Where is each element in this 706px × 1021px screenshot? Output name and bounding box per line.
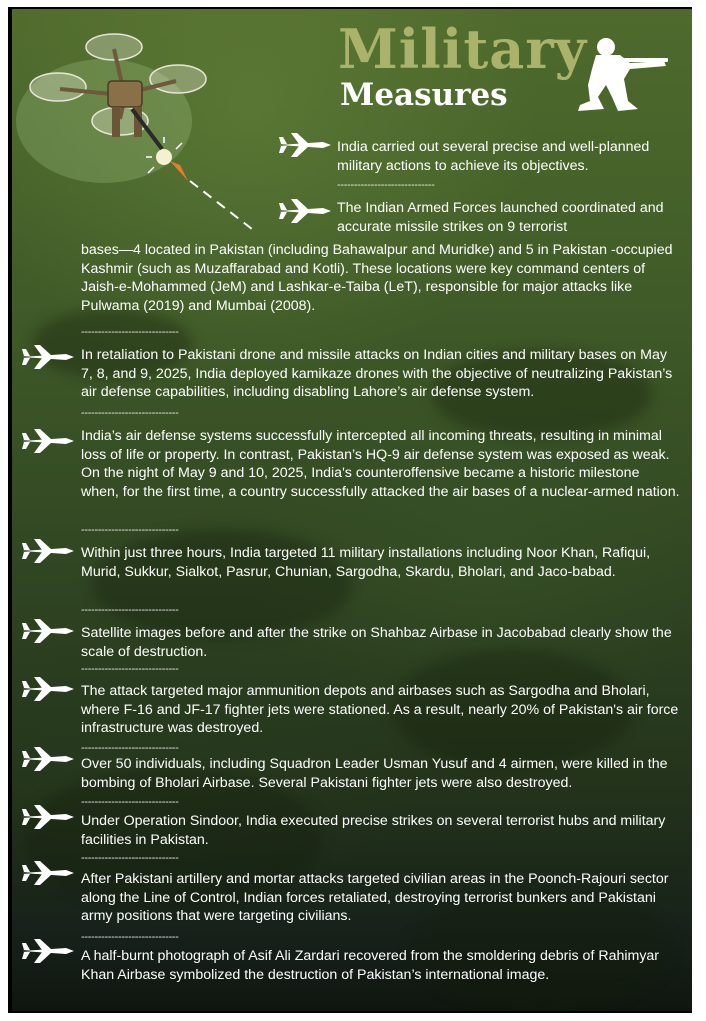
separator: ----------------------------- bbox=[81, 604, 179, 616]
separator: ----------------------------- bbox=[337, 179, 435, 191]
jet-icon bbox=[20, 859, 76, 887]
separator: ----------------------------- bbox=[81, 852, 179, 864]
drone-illustration bbox=[12, 9, 272, 239]
jet-icon bbox=[20, 617, 76, 645]
item-4-text: India’s air defense systems successfully intercepted all incoming threats, resulting in minimal loss of life or property. In contrast, Pakistan’s HQ-9 air defense system was exposed as weak. On the night of May 9 and 10, 2025, India's counteroffensive became a historic milestone when, for the first time, a country successfully attacked the air bases of a nuclear-armed nation. bbox=[81, 428, 680, 500]
item-9-text: Under Operation Sindoor, India executed precise strikes on several terrorist hubs and military facilities in Pakistan. bbox=[81, 813, 666, 848]
jet-icon bbox=[277, 197, 333, 225]
item-1-text: India carried out several precise and well-planned military actions to achieve its objectives. bbox=[337, 139, 650, 174]
jet-icon bbox=[20, 937, 76, 965]
item-2-text: The Indian Armed Forces launched coordinated and accurate missile strikes on 9 terrorist bbox=[337, 200, 664, 235]
soldier-icon bbox=[568, 35, 670, 115]
item-11-text: A half-burnt photograph of Asif Ali Zardari recovered from the smoldering debris of Rahimyar Khan Airbase symbolized the destruction of Pakistan’s international image. bbox=[81, 948, 660, 983]
separator: ----------------------------- bbox=[81, 663, 179, 675]
separator: ----------------------------- bbox=[81, 796, 179, 808]
jet-icon bbox=[20, 675, 76, 703]
item-10-text: After Pakistani artillery and mortar attacks targeted civilian areas in the Poonch-Rajouri sector along the Line of Control, Indian forces retaliated, destroying terrorist bunkers and Pakistani army positions that were targeting civilians. bbox=[81, 871, 669, 925]
poster bbox=[12, 9, 692, 1011]
separator: ----------------------------- bbox=[81, 931, 179, 943]
item-6-text: Satellite images before and after the strike on Shahbaz Airbase in Jacobabad clearly show the scale of destruction. bbox=[81, 625, 672, 660]
separator: ----------------------------- bbox=[81, 524, 179, 536]
item-3-text: In retaliation to Pakistani drone and missile attacks on Indian cities and military bases on May 7, 8, and 9, 2025, India deployed kamikaze drones with the objective of neutralizing Pakistan’s air defense capabilities, including disabling Lahore’s air defense system. bbox=[81, 347, 673, 401]
jet-icon bbox=[20, 427, 76, 455]
page-subtitle: Measures bbox=[340, 77, 508, 113]
item-5-text: Within just three hours, India targeted 11 military installations including Noor Khan, Rafiqui, Murid, Sukkur, Sialkot, Pasrur, Chunian, Sargodha, Skardu, Bholari, and Jaco-babad. bbox=[81, 545, 651, 580]
jet-icon bbox=[20, 343, 76, 371]
item-2-continued-text: bases—4 located in Pakistan (including Bahawalpur and Muridke) and 5 in Pakistan -occupied Kashmir (such as Muzaffarabad and Kotli). These locations were key command centers of Jaish-e-Mohammed (JeM) and Lashkar-e-Taiba (LeT), responsible for major attacks like Pulwama (2019) and Mumbai (2008). bbox=[81, 242, 673, 314]
jet-icon bbox=[20, 537, 76, 565]
jet-icon bbox=[277, 131, 333, 159]
jet-icon bbox=[20, 803, 76, 831]
jet-icon bbox=[20, 745, 76, 773]
page-title: Military bbox=[338, 17, 588, 81]
item-8-text: Over 50 individuals, including Squadron Leader Usman Yusuf and 4 airmen, were killed in the bombing of Bholari Airbase. Several Pakistani fighter jets were also destroyed. bbox=[81, 756, 668, 791]
item-7-text: The attack targeted major ammunition depots and airbases such as Sargodha and Bholari, where F-16 and JF-17 fighter jets were stationed. As a result, nearly 20% of Pakistan's air force infrastructure was destroyed. bbox=[81, 683, 679, 737]
separator: ----------------------------- bbox=[81, 742, 179, 754]
separator: ----------------------------- bbox=[81, 407, 179, 419]
separator: ----------------------------- bbox=[81, 326, 179, 338]
